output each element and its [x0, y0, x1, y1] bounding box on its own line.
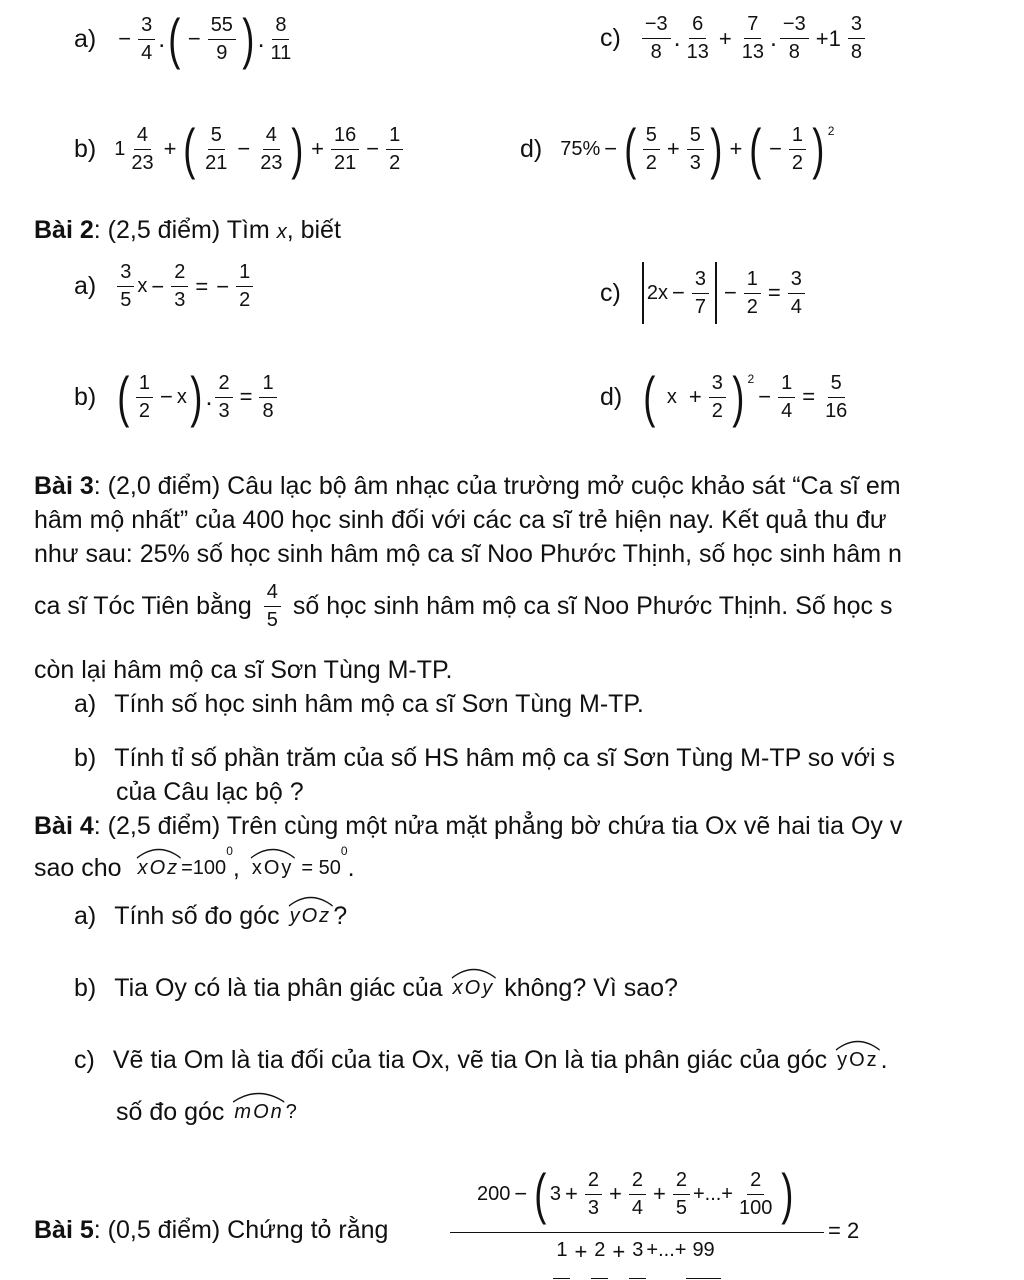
fraction: $\frac{1}{2}$	[789, 125, 806, 174]
bai3-line4: ca sĩ Tóc Tiên bằng $\frac{4}{5}$ số học sinh hâm mộ ca sĩ Noo Phước Thịnh. Số học s	[34, 581, 893, 631]
fraction: $\frac{55}{9}$	[208, 15, 236, 64]
bai3-line2: hâm mộ nhất” của 400 học sinh đối với các ca sĩ trẻ hiện nay. Kết quả thu đư	[34, 506, 887, 534]
fraction: $\frac{5}{2}$	[643, 125, 660, 174]
fraction: $\frac{4}{5}$	[264, 582, 281, 631]
fraction: $\frac{3}{4}$	[138, 15, 155, 64]
fraction: $\frac{8}{11}$	[270, 13, 292, 64]
fraction: $\frac{5}{16}$	[825, 371, 848, 422]
fraction: $\frac{1}{2}$	[236, 262, 253, 311]
item-label: d)	[600, 382, 623, 411]
angle-xoy: xOy	[451, 977, 497, 1000]
fraction: $\frac{1}{2}$	[136, 373, 153, 422]
fraction: $\frac{2}{5}$	[673, 1170, 690, 1219]
fraction: $\frac{-3}{8}$	[642, 14, 671, 63]
item-label: c)	[600, 278, 621, 307]
fraction: $\frac{3}{8}$	[848, 14, 865, 63]
fraction: $\frac{2}{100}$	[738, 1168, 773, 1219]
fraction: $\frac{2}{3}$	[585, 1170, 602, 1219]
item-label: c)	[600, 24, 621, 52]
bai4-a: a) Tính số đo góc yOz ?	[74, 902, 347, 931]
bai4-line1: Bài 4: (2,5 điểm) Trên cùng một nửa mặt phẳng bờ chứa tia Ox vẽ hai tia Oy v	[34, 812, 903, 840]
fraction: $\frac{16}{21}$	[331, 125, 359, 174]
bai1-d: d) 75% − ( $\frac{5}{2}$ + $\frac{5}{3}$ ) + ( − $\frac{1}{2}$ ) 2	[520, 117, 835, 180]
fraction: $\frac{3}{4}$	[788, 269, 805, 318]
angle-xoy: xOy	[250, 857, 296, 880]
angle-yoz: yOz	[288, 905, 334, 928]
bai5-heading: Bài 5: (0,5 điểm) Chứng tỏ rằng	[34, 1216, 389, 1244]
fraction: $\frac{2}{3}$	[171, 262, 188, 311]
bai1-b: b) 1 $\frac{4}{23}$ + ( $\frac{5}{21}$ − $\frac{4}{23}$ ) + $\frac{16}{21}$ − $\frac{1}{2}$	[74, 124, 406, 174]
fraction: $\frac{1}{8}$	[259, 373, 276, 422]
bai4-c: c) Vẽ tia Om là tia đối của tia Ox, vẽ tia On là tia phân giác của góc yOz .	[74, 1046, 888, 1075]
bai3-line3: như sau: 25% số học sinh hâm mộ ca sĩ Noo Phước Thịnh, số học sinh hâm n	[34, 540, 902, 568]
bai5-equals: = 2	[828, 1218, 860, 1243]
fraction: $\frac{2}{3}$	[215, 373, 232, 422]
fraction: $\frac{3}{7}$	[692, 269, 709, 318]
fraction: $\frac{4}{23}$	[260, 123, 283, 174]
bai4-line2: sao cho xOz =100 0 , xOy = 50 0 .	[34, 843, 355, 882]
fraction: $\frac{-3}{8}$	[780, 14, 809, 63]
bai4-b: b) Tia Oy có là tia phân giác của xOy không? Vì sao?	[74, 974, 678, 1003]
abs-bar-right	[715, 262, 717, 324]
bai2-d: d) ( x + $\frac{3}{2}$ ) 2 − $\frac{1}{4}$ = $\frac{5}{16}$	[600, 372, 853, 422]
item-label: b)	[74, 382, 97, 411]
fraction: $\frac{1}{2}$	[744, 269, 761, 318]
angle-yoz: yOz	[835, 1049, 881, 1072]
bai1-a: a) − $\frac{3}{4}$ . ( − $\frac{55}{9}$ ) . $\frac{8}{11}$	[74, 14, 297, 64]
fraction: $\frac{3}{2}$	[709, 373, 726, 422]
bai2-a: a) $\frac{3}{5}$ x − $\frac{2}{3}$ = − $\frac{1}{2}$	[74, 262, 256, 311]
fraction: $\frac{5}{3}$	[687, 125, 704, 174]
fraction: $\frac{2}{4}$	[629, 1170, 646, 1219]
bai3-b: b) Tính tỉ số phần trăm của số HS hâm mộ ca sĩ Sơn Tùng M-TP so với s	[74, 744, 896, 772]
bai2-c: c) 2x − $\frac{3}{7}$ − $\frac{1}{2}$ = $\frac{3}{4}$	[600, 262, 808, 324]
abs-bar-left	[642, 262, 644, 324]
item-label: d)	[520, 134, 543, 163]
fraction: $\frac{5}{21}$	[205, 123, 228, 174]
fraction: $\frac{6}{13}$	[686, 13, 709, 63]
fraction: $\frac{4}{23}$	[131, 123, 154, 174]
bai3-a: a) Tính số học sinh hâm mộ ca sĩ Sơn Tùng M-TP.	[74, 690, 644, 718]
item-label: b)	[74, 134, 97, 163]
bai5-denominator: 1 + 2 + 3 +...+ 99	[450, 1233, 824, 1279]
item-label: a)	[74, 272, 97, 300]
bai2-heading: Bài 2: (2,5 điểm) Tìm x, biết	[34, 216, 341, 244]
bai5-numerator: 200 − ( 3 + $\frac{2}{3}$ + $\frac{2}{4}$ + $\frac{2}{5}$ +...+ $\frac{2}{100}$ )	[476, 1161, 794, 1225]
angle-xoz: xOz	[136, 857, 182, 880]
bai2-b: b) ( $\frac{1}{2}$ − x ) . $\frac{2}{3}$ = $\frac{1}{8}$	[74, 372, 280, 422]
item-label: a)	[74, 24, 97, 53]
fraction: $\frac{7}{13}$	[741, 13, 764, 63]
bai1-c: c) $\frac{-3}{8}$ . $\frac{6}{13}$ + $\frac{7}{13}$ . $\frac{-3}{8}$ +1 $\frac{3}{8}$	[600, 14, 868, 63]
bai5-fraction	[450, 1156, 824, 1279]
bai3-line5: còn lại hâm mộ ca sĩ Sơn Tùng M-TP.	[34, 656, 453, 684]
bai3-b-cont: của Câu lạc bộ ?	[116, 778, 304, 806]
fraction: $\frac{1}{4}$	[778, 373, 795, 422]
bai4-c-cont: số đo góc mOn ?	[116, 1098, 297, 1127]
bai3-line1: Bài 3: (2,0 điểm) Câu lạc bộ âm nhạc của trường mở cuộc khảo sát “Ca sĩ em	[34, 472, 901, 500]
fraction: $\frac{1}{2}$	[386, 125, 403, 174]
fraction: $\frac{3}{5}$	[117, 262, 134, 311]
angle-mon: mOn	[232, 1101, 285, 1124]
